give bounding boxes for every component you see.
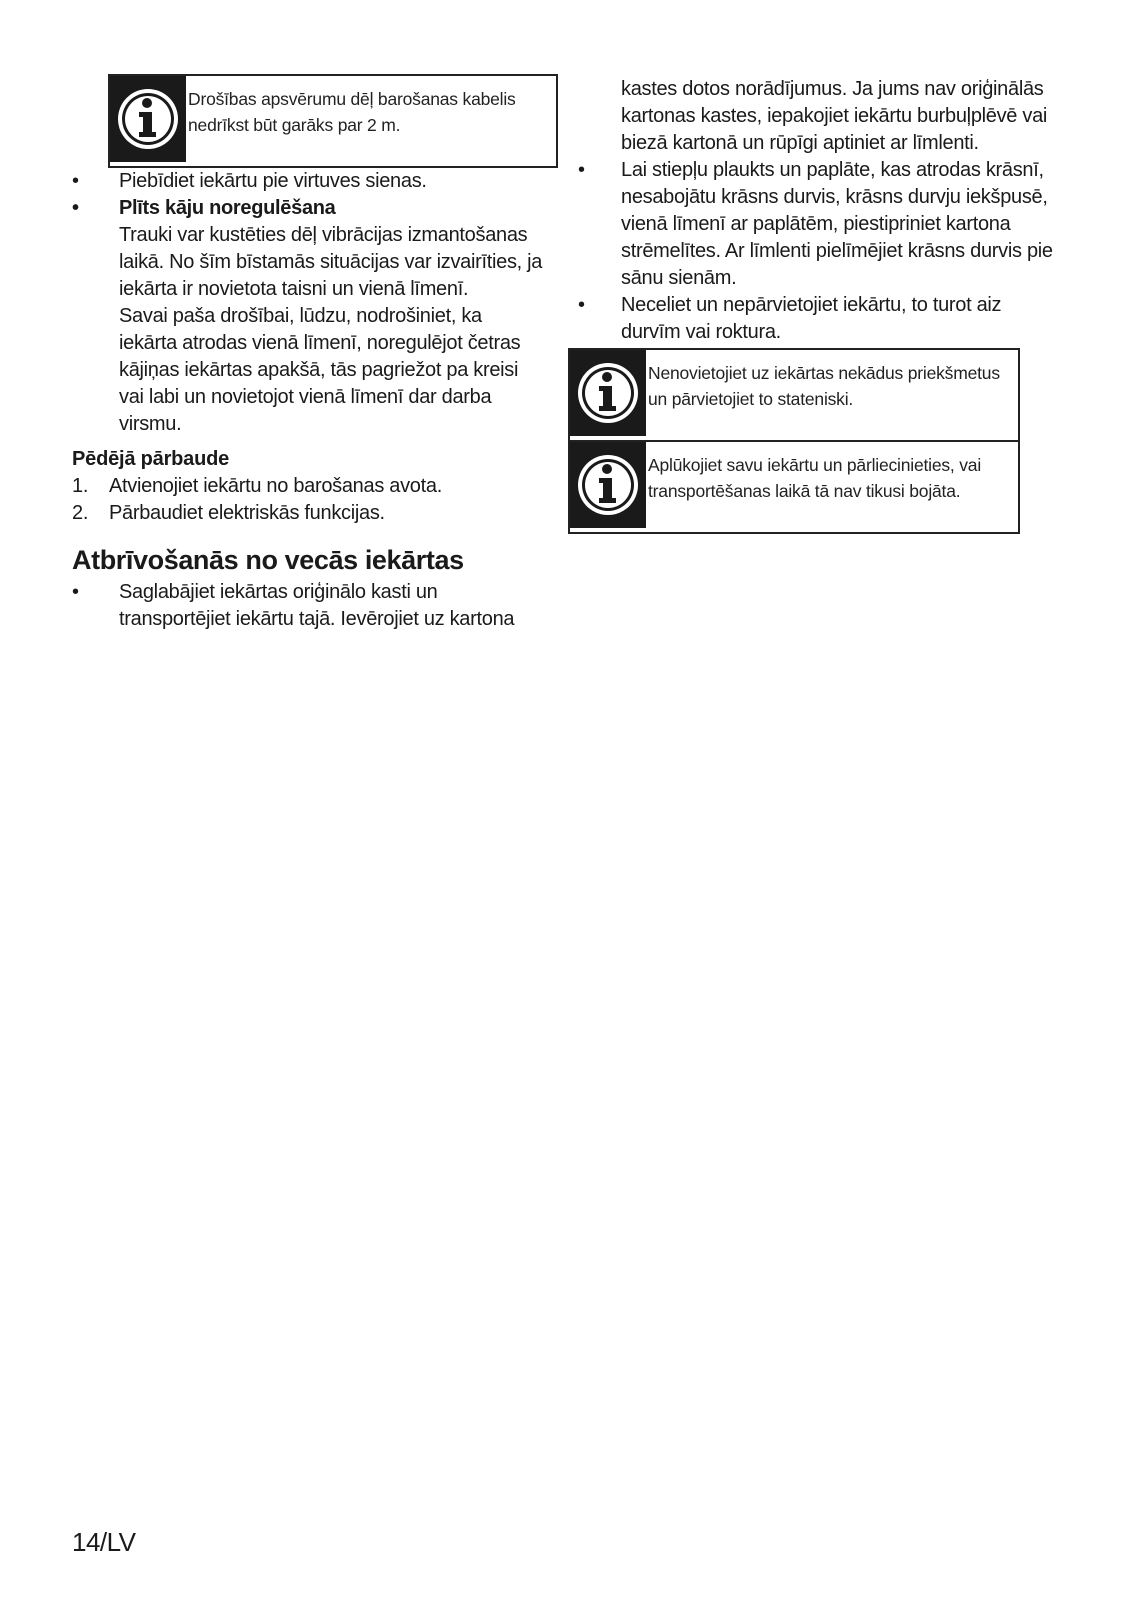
- bullet-do-not-lift-by-door: • Neceliet un nepārvietojiet iekārtu, to turot aiz durvīm vai roktura.: [578, 292, 1062, 346]
- page-number: 14/LV: [72, 1527, 136, 1557]
- bullet-keep-original-box: • Saglabājiet iekārtas oriģinālo kasti un transportējiet iekārtu tajā. Ievērojiet uz kartona: [72, 579, 544, 633]
- list-item: [72, 500, 544, 527]
- bullet-tape-strips: • Lai stiepļu plaukts un paplāte, kas atrodas krāsnī, nesabojātu krāsns durvis, krāsns durvju iekšpusē, vienā līmenī ar paplātēm, piestipriniet kartona strēmelītes. Ar līmlenti pielīmējiet krāsns durvis pie sānu sienām.: [578, 157, 1062, 292]
- info-icon: [110, 76, 186, 162]
- list-item: [72, 473, 544, 500]
- info-note-inspect-damage: [568, 442, 1020, 534]
- note-text: Nenovietojiet uz iekārtas nekādus priekšmetus un pārvietojiet to stateniski.: [648, 363, 1000, 409]
- continuation-paragraph: kastes dotos norādījumus. Ja jums nav oriģinālās kartonas kastes, iepakojiet iekārtu burbuļplēvē vai biezā kartonā un rūpīgi aptiniet ar līmlenti.: [621, 78, 1048, 154]
- info-notes-group: [568, 348, 1020, 534]
- bullet-push-to-wall: • Piebīdiet iekārtu pie virtuves sienas.: [72, 168, 544, 195]
- step-text: Pārbaudiet elektriskās funkcijas.: [109, 502, 385, 524]
- info-note-no-objects: [568, 348, 1020, 442]
- final-check-heading: Pēdējā pārbaude: [72, 448, 230, 470]
- feet-paragraph-2: Savai paša drošībai, lūdzu, nodrošiniet, ka iekārta atrodas vienā līmenī, noregulējot četras kājiņas iekārtas apakšā, tās pagriežot pa kreisi vai labi un novietojot vienā līmenī dar darba virsmu.: [119, 305, 521, 435]
- note-text: Drošības apsvērumu dēļ barošanas kabelis nedrīkst būt garāks par 2 m.: [188, 89, 516, 135]
- final-check-list: [72, 473, 544, 527]
- info-icon: [570, 442, 646, 528]
- step-number: 2.: [72, 502, 89, 524]
- note-text: Aplūkojiet savu iekārtu un pārliecinieties, vai transportēšanas laikā tā nav tikusi bojāta.: [648, 455, 982, 501]
- right-column: [578, 76, 1062, 534]
- disposal-section-title: Atbrīvošanās no vecās iekārtas: [72, 545, 464, 575]
- info-note-cable-length: [108, 74, 558, 168]
- info-icon: [570, 350, 646, 436]
- step-text: Atvienojiet iekārtu no barošanas avota.: [109, 475, 442, 497]
- feet-paragraph-1: Trauki var kustēties dēļ vibrācijas izmantošanas laikā. No šīm bīstamās situācijas var izvairīties, ja iekārta ir novietota taisni un vienā līmenī.: [119, 224, 543, 300]
- bullet-feet-adjustment-title: • Plīts kāju noregulēšana: [72, 195, 544, 222]
- left-column: [72, 74, 544, 633]
- step-number: 1.: [72, 475, 89, 497]
